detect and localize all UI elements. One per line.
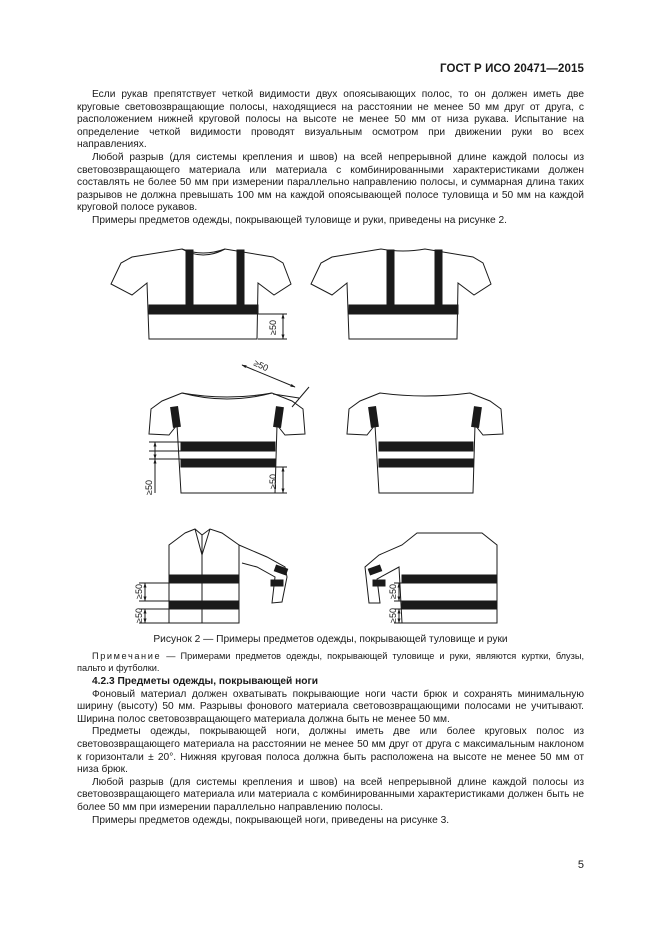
dim-label-3: ≥50 <box>144 480 154 495</box>
figure-2 <box>77 237 584 637</box>
dim-label-4: ≥50 <box>268 474 278 489</box>
figure-2-drawing <box>77 237 584 637</box>
standard-header: ГОСТ Р ИСО 20471—2015 <box>439 63 584 75</box>
intro-text <box>77 89 584 228</box>
paragraph-leg-bands: Предметы одежды, покрывающей ноги, должны иметь две или более круговых полос из световозвращающего материала на расстоянии не менее 50 мм друг от друга с максимальным наклоном к горизонтали ± 20°. Нижняя круговая полоса должна быть расположена на высоте не менее 50 мм от низа брюк. <box>77 726 584 776</box>
dim-label-1: ≥50 <box>268 320 278 335</box>
jacket-front <box>169 529 288 623</box>
section-title: 4.2.3 Предметы одежды, покрывающей ноги <box>92 676 319 687</box>
note-label: Примечание <box>92 651 162 661</box>
tshirt-front-horizontal <box>149 393 305 493</box>
tshirt-back-vertical <box>311 249 491 339</box>
section-4-2-3 <box>77 676 584 827</box>
tshirt-front-vertical <box>111 249 291 339</box>
tshirt-back-horizontal <box>347 393 503 493</box>
page-number: 5 <box>577 859 584 871</box>
figure-caption: Рисунок 2 — Примеры предметов одежды, покрывающей туловище и руки <box>153 634 508 645</box>
note-text: — Примерами предметов одежды, покрывающей туловище и руки, являются куртки, блузы, пальто и футболки. <box>77 651 584 673</box>
paragraph-examples: Примеры предметов одежды, покрывающей туловище и руки, приведены на рисунке 2. <box>92 214 507 226</box>
paragraph-background: Фоновый материал должен охватывать покрывающие ноги части брюк и сохранять минимальную ширину (высоту) 50 мм. Разрывы фонового материала световозвращающими полосами не учитывают. Ширина полос световозвращающего материала должна быть не менее 50 мм. <box>77 688 584 725</box>
paragraph-leg-examples: Примеры предметов одежды, покрывающей ноги, приведены на рисунке 3. <box>92 814 450 826</box>
paragraph-leg-gaps: Любой разрыв (для системы крепления и швов) на всей непрерывной длине каждой полосы из световозвращающего материала или материала с комбинированными характеристиками должен быть не более 50 мм при измерении параллельно направлению полосы. <box>77 776 584 813</box>
dim-label-7: ≥50 <box>388 584 398 599</box>
jacket-back <box>365 533 497 623</box>
figure-note <box>77 650 584 674</box>
paragraph-sleeve: Если рукав препятствует четкой видимости двух опоясывающих полос, то он должен иметь две круговые световозвращающие полосы, находящиеся на расстоянии не менее 50 мм друг от друга, с расположением нижней круговой полосы на высоте не менее 50 мм от низа рукава. Испытание на определение четкой видимости проводят визуальным осмотром при движении руки во всех направлениях. <box>77 89 584 151</box>
dim-label-6: ≥50 <box>134 608 144 623</box>
paragraph-gaps: Любой разрыв (для системы крепления и швов) на всей непрерывной длине каждой полосы из световозвращающего материала или материала с комбинированными характеристиками должен составлять не более 50 мм при измерении параллельно направлению полосы, и суммарная длина таких разрывов не должна превышать 100 мм на каждой опоясывающей полосе туловища и 50 мм на каждой круговой полосе рукавов. <box>77 151 584 214</box>
dim-label-2: ≥50 <box>252 357 270 374</box>
dim-label-8: ≥50 <box>388 608 398 623</box>
dim-label-5: ≥50 <box>134 584 144 599</box>
